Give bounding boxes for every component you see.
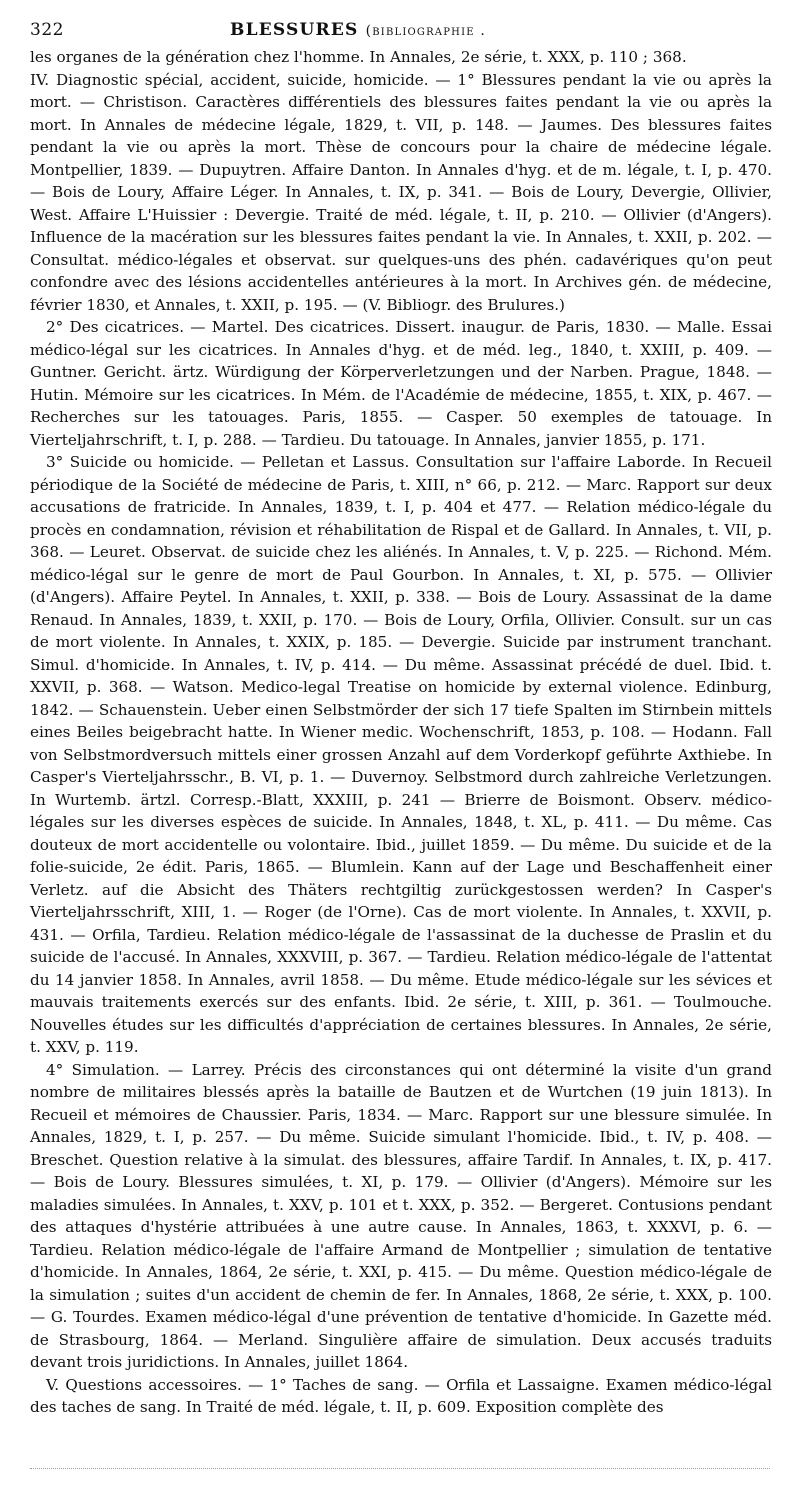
- paragraph-section-iv: IV. Diagnostic spécial, accident, suicide, homicide. — 1° Blessures pendant la vie ou après la mort. — Christison. Caractères différentiels des blessures faites pendant la vie ou après la mort. In Annales de médecine légale, 1829, t. VII, p. 148. — Jaumes. Des blessures faites pendant la vie ou après la mort. Thèse de concours pour la chaire de médecine légale. Montpellier, 1839. — Dupuytren. Affaire Danton. In Annales d'hyg. et de m. légale, t. I, p. 470. — Bois de Loury, Affaire Léger. In Annales, t. IX, p. 341. — Bois de Loury, Devergie, Ollivier, West. Affaire L'Huissier : Devergie. Traité de méd. légale, t. II, p. 210. — Ollivier (d'Angers). Influence de la macération sur les blessures faites pendant la vie. In Annales, t. XXII, p. 202. — Consultat. médico-légales et observat. sur quelques-uns des phén. cadavériques qu'on peut confondre avec des lésions accidentelles antérieures à la mort. In Archives gén. de médecine, février 1830, et Annales, t. XXII, p. 195. — (V. Bibliogr. des Brulures.): [30, 70, 772, 314]
- running-title-main: BLESSURES: [230, 20, 359, 40]
- bibliography-text: [30, 46, 772, 1419]
- footer-rule: [30, 1468, 770, 1469]
- page: [30, 20, 772, 1419]
- paragraph-section-v: V. Questions accessoires. — 1° Taches de sang. — Orfila et Lassaigne. Examen médico-légal des taches de sang. In Traité de méd. légale, t. II, p. 609. Exposition complète des: [30, 1375, 772, 1416]
- running-title-sub: (bibliographie .: [365, 23, 487, 39]
- running-header: [30, 20, 772, 40]
- running-title: [230, 20, 486, 40]
- paragraph-suicide-homicide: 3° Suicide ou homicide. — Pelletan et Lassus. Consultation sur l'affaire Laborde. In Recueil périodique de la Société de médecine de Paris, t. XIII, n° 66, p. 212. — Marc. Rapport sur deux accusations de fratricide. In Annales, 1839, t. I, p. 404 et 477. — Relation médico-légale du procès en condamnation, révision et réhabilitation de Rispal et de Gallard. In Annales, t. VII, p. 368. — Leuret. Observat. de suicide chez les aliénés. In Annales, t. V, p. 225. — Richond. Mém. médico-légal sur le genre de mort de Paul Gourbon. In Annales, t. XI, p. 575. — Ollivier (d'Angers). Affaire Peytel. In Annales, t. XXII, p. 338. — Bois de Loury. Assassinat de la dame Renaud. In Annales, 1839, t. XXII, p. 170. — Bois de Loury, Orfila, Ollivier. Consult. sur un cas de mort violente. In Annales, t. XXIX, p. 185. — Devergie. Suicide par instrument tranchant. Simul. d'homicide. In Annales, t. IV, p. 414. — Du même. Assassinat précédé de duel. Ibid. t. XXVII, p. 368. — Watson. Medico-legal Treatise on homicide by external violence. Edinburg, 1842. — Schauenstein. Ueber einen Selbstmörder der sich 17 tiefe Spalten im Stirnbein mittels eines Beiles beigebracht hatte. In Wiener medic. Wochenschrift, 1853, p. 108. — Hodann. Fall von Selbstmordversuch mittels einer grossen Anzahl auf dem Vorderkopf geführte Axthiebe. In Casper's Vierteljahrsschr., B. VI, p. 1. — Duvernoy. Selbstmord durch zahlreiche Verletzungen. In Wurtemb. ärtzl. Corresp.-Blatt, XXXIII, p. 241 — Brierre de Boismont. Observ. médico-légales sur les diverses espèces de suicide. In Annales, 1848, t. XL, p. 411. — Du même. Cas douteux de mort accidentelle ou volontaire. Ibid., juillet 1859. — Du même. Du suicide et de la folie-suicide, 2e édit. Paris, 1865. — Blumlein. Kann auf der Lage und Beschaffenheit einer Verletz. auf die Absicht des Thäters rechtgiltig zurückgestossen werden? In Casper's Vierteljahrsschrift, XIII, 1. — Roger (de l'Orne). Cas de mort violente. In Annales, t. XXVII, p. 431. — Orfila, Tardieu. Relation médico-légale de l'assassinat de la duchesse de Praslin et du suicide de l'accusé. In Annales, XXXVIII, p. 367. — Tardieu. Relation médico-légale de l'attentat du 14 janvier 1858. In Annales, avril 1858. — Du même. Etude médico-légale sur les sévices et mauvais traitements exercés sur des enfants. Ibid. 2e série, t. XIII, p. 361. — Toulmouche. Nouvelles études sur les difficultés d'appréciation de certaines blessures. In Annales, 2e série, t. XXV, p. 119.: [30, 453, 772, 1056]
- page-number: 322: [30, 20, 64, 40]
- paragraph-continuation: les organes de la génération chez l'homme. In Annales, 2e série, t. XXX, p. 110 ; 368.: [30, 48, 687, 66]
- paragraph-cicatrices: 2° Des cicatrices. — Martel. Des cicatrices. Dissert. inaugur. de Paris, 1830. — Malle. Essai médico-légal sur les cicatrices. In Annales d'hyg. et de méd. leg., 1840, t. XXIII, p. 409. — Guntner. Gericht. ärtz. Würdigung der Körperverletzungen und der Narben. Prague, 1848. — Hutin. Mémoire sur les cicatrices. In Mém. de l'Académie de médecine, 1855, t. XIX, p. 467. — Recherches sur les tatouages. Paris, 1855. — Casper. 50 exemples de tatouage. In Vierteljahrschrift, t. I, p. 288. — Tardieu. Du tatouage. In Annales, janvier 1855, p. 171.: [30, 318, 772, 449]
- paragraph-simulation: 4° Simulation. — Larrey. Précis des circonstances qui ont déterminé la visite d'un grand nombre de militaires blessés après la bataille de Bautzen et de Wurtchen (19 juin 1813). In Recueil et mémoires de Chaussier. Paris, 1834. — Marc. Rapport sur une blessure simulée. In Annales, 1829, t. I, p. 257. — Du même. Suicide simulant l'homicide. Ibid., t. IV, p. 408. — Breschet. Question relative à la simulat. des blessures, affaire Tardif. In Annales, t. IX, p. 417. — Bois de Loury. Blessures simulées, t. XI, p. 179. — Ollivier (d'Angers). Mémoire sur les maladies simulées. In Annales, t. XXV, p. 101 et t. XXX, p. 352. — Bergeret. Contusions pendant des attaques d'hystérie attribuées à une autre cause. In Annales, 1863, t. XXXVI, p. 6. — Tardieu. Relation médico-légale de l'affaire Armand de Montpellier ; simulation de tentative d'homicide. In Annales, 1864, 2e série, t. XXI, p. 415. — Du même. Question médico-légale de la simulation ; suites d'un accident de chemin de fer. In Annales, 1868, 2e série, t. XXX, p. 100. — G. Tourdes. Examen médico-légal d'une prévention de tentative d'homicide. In Gazette méd. de Strasbourg, 1864. — Merland. Singulière affaire de simulation. Deux accusés traduits devant trois juridictions. In Annales, juillet 1864.: [30, 1060, 772, 1371]
